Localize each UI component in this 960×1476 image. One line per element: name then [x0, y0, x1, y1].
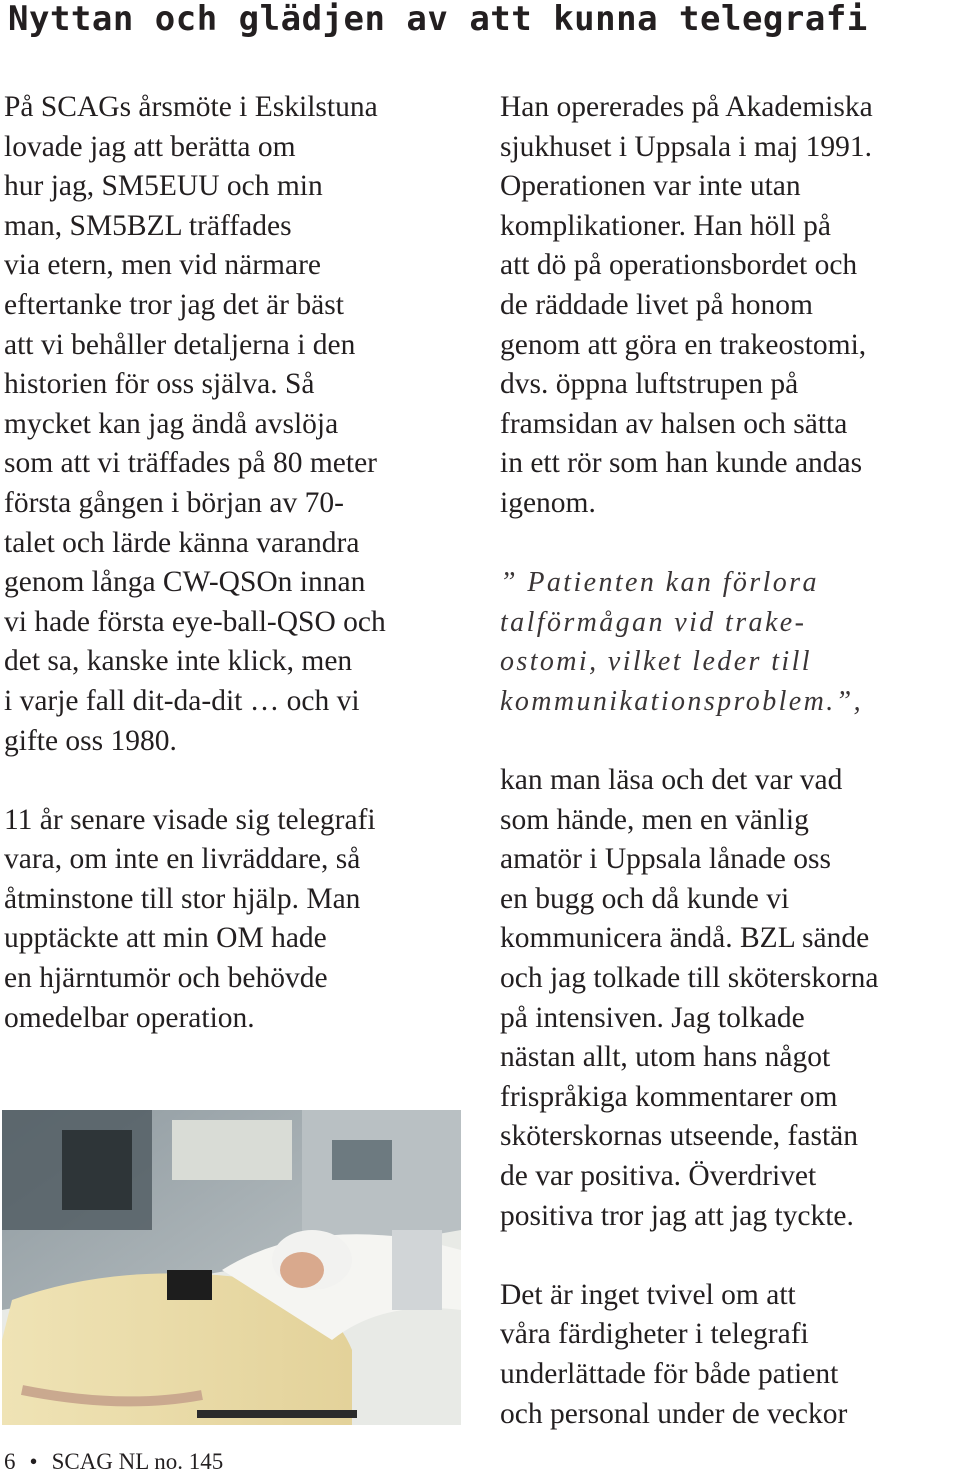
text-line: första gången i början av 70- [4, 486, 344, 519]
quote-line: ” Patienten kan förlora [500, 567, 819, 599]
text-line: de var positiva. Överdrivet [500, 1160, 817, 1193]
text-line: eftertanke tror jag det är bäst [4, 288, 344, 321]
text-line: På SCAGs årsmöte i Eskilstuna [4, 91, 378, 123]
text-line: omedelbar operation. [4, 1001, 255, 1034]
paragraph-gap [500, 524, 960, 564]
text-line: underlättade för både patient [500, 1358, 839, 1390]
text-line: att vi behåller detaljerna i den [4, 328, 356, 361]
quote-line: ostomi, vilket leder till [500, 646, 812, 678]
text-line: via etern, men vid närmare [4, 249, 321, 282]
right-paragraph-1 [500, 88, 960, 524]
text-line: kommunicera ändå. BZL sände [500, 922, 870, 955]
quote-line: talförmågan vid trake- [500, 606, 807, 638]
text-line: kan man läsa och det var vad [500, 764, 843, 797]
pull-quote [500, 563, 960, 721]
text-line: och personal under de veckor [500, 1397, 848, 1430]
text-line: en bugg och då kunde vi [500, 882, 790, 915]
text-line: genom att göra en trakeostomi, [500, 328, 867, 361]
paragraph-gap [500, 1236, 960, 1276]
text-line: framsidan av halsen och sätta [500, 407, 848, 440]
text-line: gifte oss 1980. [4, 724, 177, 757]
text-line: Operationen var inte utan [500, 170, 801, 203]
paragraph-gap [4, 761, 474, 801]
hospital-bed-photo [2, 1110, 461, 1425]
text-line: våra färdigheter i telegrafi [500, 1318, 809, 1351]
text-line: positiva tror jag att jag tyckte. [500, 1199, 854, 1232]
text-line: på intensiven. Jag tolkade [500, 1001, 805, 1034]
photo-illustration [2, 1110, 461, 1425]
quote-line: kommunikationsproblem.”, [500, 685, 863, 717]
text-line: och jag tolkade till sköterskorna [500, 962, 879, 995]
text-line: in ett rör som han kunde andas [500, 447, 863, 480]
text-line: vi hade första eye-ball-QSO och [4, 605, 386, 638]
text-line: sköterskornas utseende, fastän [500, 1120, 858, 1153]
text-line: det sa, kanske inte klick, men [4, 645, 353, 678]
right-paragraph-3 [500, 1276, 960, 1434]
text-line: talet och lärde känna varandra [4, 526, 360, 559]
text-line: hur jag, SM5EUU och min [4, 170, 323, 203]
page-number: 6 [4, 1449, 16, 1474]
text-line: dvs. öppna luftstrupen på [500, 368, 799, 401]
text-line: upptäckte att min OM hade [4, 922, 327, 955]
text-line: amatör i Uppsala lånade oss [500, 843, 831, 876]
text-line: som hände, men en vänlig [500, 803, 809, 836]
text-line: som att vi träffades på 80 meter [4, 447, 377, 480]
paragraph-gap [500, 722, 960, 762]
text-line: att dö på operationsbordet och [500, 249, 858, 282]
bullet-icon: • [29, 1449, 38, 1474]
text-line: mycket kan jag ändå avslöja [4, 407, 339, 440]
left-paragraph-2 [4, 801, 474, 1039]
left-column [4, 88, 474, 1038]
text-line: nästan allt, utom hans något [500, 1041, 831, 1074]
text-line: man, SM5BZL träffades [4, 209, 292, 242]
text-line: vara, om inte en livräddare, så [4, 843, 361, 876]
publication-name: SCAG NL no. 145 [51, 1449, 224, 1474]
text-line: historien för oss själva. Så [4, 368, 315, 401]
text-line: Det är inget tvivel om att [500, 1278, 796, 1311]
right-column [500, 88, 960, 1434]
text-line: genom långa CW-QSOn innan [4, 566, 366, 599]
text-line: i varje fall dit-da-dit … och vi [4, 684, 360, 717]
text-line: 11 år senare visade sig telegrafi [4, 803, 376, 836]
text-line: frispråkiga kommentarer om [500, 1080, 838, 1113]
text-line: en hjärntumör och behövde [4, 962, 328, 995]
text-line: lovade jag att berätta om [4, 130, 296, 163]
text-line: åtminstone till stor hjälp. Man [4, 882, 361, 915]
text-line: Han opererades på Akademiska [500, 91, 873, 123]
page-footer [4, 1448, 223, 1476]
text-line: komplikationer. Han höll på [500, 209, 831, 242]
text-line: sjukhuset i Uppsala i maj 1991. [500, 130, 872, 163]
text-line: de räddade livet på honom [500, 288, 813, 321]
article-title: Nyttan och glädjen av att kunna telegrafi [8, 0, 868, 39]
left-paragraph-1 [4, 88, 474, 761]
right-paragraph-2 [500, 761, 960, 1236]
text-line: igenom. [500, 486, 596, 519]
